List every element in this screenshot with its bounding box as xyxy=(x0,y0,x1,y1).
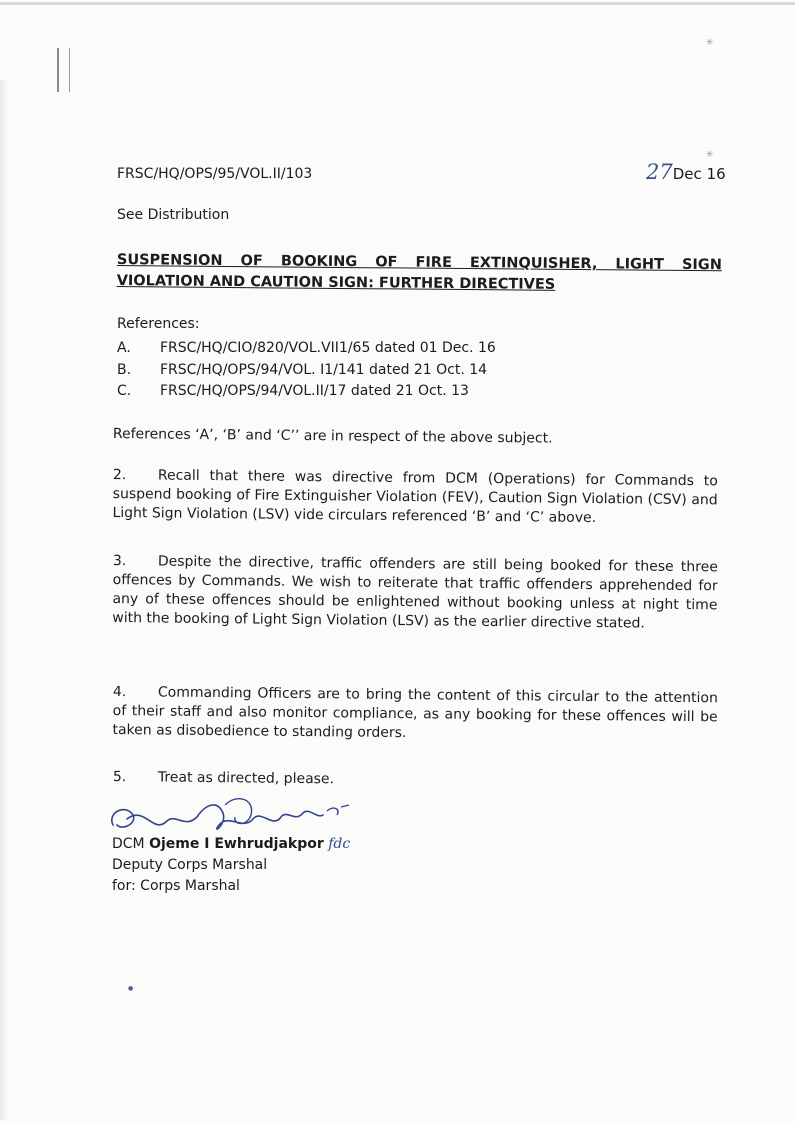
paragraph-1 xyxy=(113,425,718,450)
reference-letter: C. xyxy=(117,383,132,399)
scan-edge-top xyxy=(0,2,795,5)
scan-edge-left xyxy=(0,80,8,1120)
signatory-fdc: fdc xyxy=(328,836,351,852)
paragraph-number: 3. xyxy=(112,552,127,570)
paragraph-number: 2. xyxy=(112,466,127,484)
paragraph-text: Commanding Officers are to bring the content of this circular to the attention of their staff and also monitor compliance, as any booking for these offences will be taken as disobedience to standing orders. xyxy=(112,684,718,742)
reference-text: FRSC/HQ/CIO/820/VOL.VII1/65 dated 01 Dec. 16 xyxy=(160,340,496,356)
letter-date xyxy=(646,160,726,184)
binder-clip-mark xyxy=(57,48,70,92)
paragraph-5 xyxy=(113,768,718,793)
reference-text: FRSC/HQ/OPS/94/VOL. I1/141 dated 21 Oct. 14 xyxy=(160,362,488,378)
reference-number: FRSC/HQ/OPS/95/VOL.II/103 xyxy=(117,166,313,182)
reference-letter: A. xyxy=(117,340,131,356)
signatory-name xyxy=(112,835,350,853)
reference-item xyxy=(117,361,487,379)
paragraph-number: 5. xyxy=(112,768,127,786)
scan-speck: ● xyxy=(128,985,134,992)
subject-heading: SUSPENSION OF BOOKING OF FIRE EXTINQUISHER, LIGHT SIGN VIOLATION AND CAUTION SIGN: FURTHER DIRECTIVES xyxy=(116,251,722,293)
paragraph-text: Despite the directive, traffic offenders are still being booked for these three offences by Commands. We wish to reiterate that traffic offenders apprehended for any of these offences should be enlightened without booking unless at night time with the booking of Light Sign Violation (LSV) as the earlier directive stated. xyxy=(112,553,718,632)
paragraph-text: Treat as directed, please. xyxy=(157,769,335,788)
reference-text: FRSC/HQ/OPS/94/VOL.II/17 dated 21 Oct. 13 xyxy=(160,383,469,399)
paragraph-3 xyxy=(112,552,718,634)
signatory-for-line: for: Corps Marshal xyxy=(112,878,240,894)
reference-item xyxy=(117,339,496,357)
date-day-handwritten: 27 xyxy=(646,160,673,184)
references-label: References: xyxy=(117,316,200,332)
paragraph-text: References ‘A’, ‘B’ and ‘C’’ are in respect of the above subject. xyxy=(112,425,553,447)
scan-speck: ✳ xyxy=(706,38,714,48)
date-month-year: Dec 16 xyxy=(672,165,726,183)
distribution-line: See Distribution xyxy=(117,207,230,223)
paragraph-text: Recall that there was directive from DCM (Operations) for Commands to suspend booking of Fire Extinguisher Violation (FEV), Caution Sign Violation (CSV) and Light Sign Violation (LSV) vide circulars referenced ‘B’ and ‘C’ above. xyxy=(112,467,718,527)
paragraph-number: 4. xyxy=(112,683,127,701)
paragraph-2 xyxy=(112,466,718,529)
scan-speck: ✳ xyxy=(706,150,714,160)
paragraph-4 xyxy=(112,683,718,746)
signatory-rank: DCM xyxy=(112,836,145,852)
reference-letter: B. xyxy=(117,362,132,378)
reference-item xyxy=(117,382,469,400)
signatory-full-name: Ojeme I Ewhrudjakpor xyxy=(149,836,324,852)
signatory-title: Deputy Corps Marshal xyxy=(112,857,268,873)
